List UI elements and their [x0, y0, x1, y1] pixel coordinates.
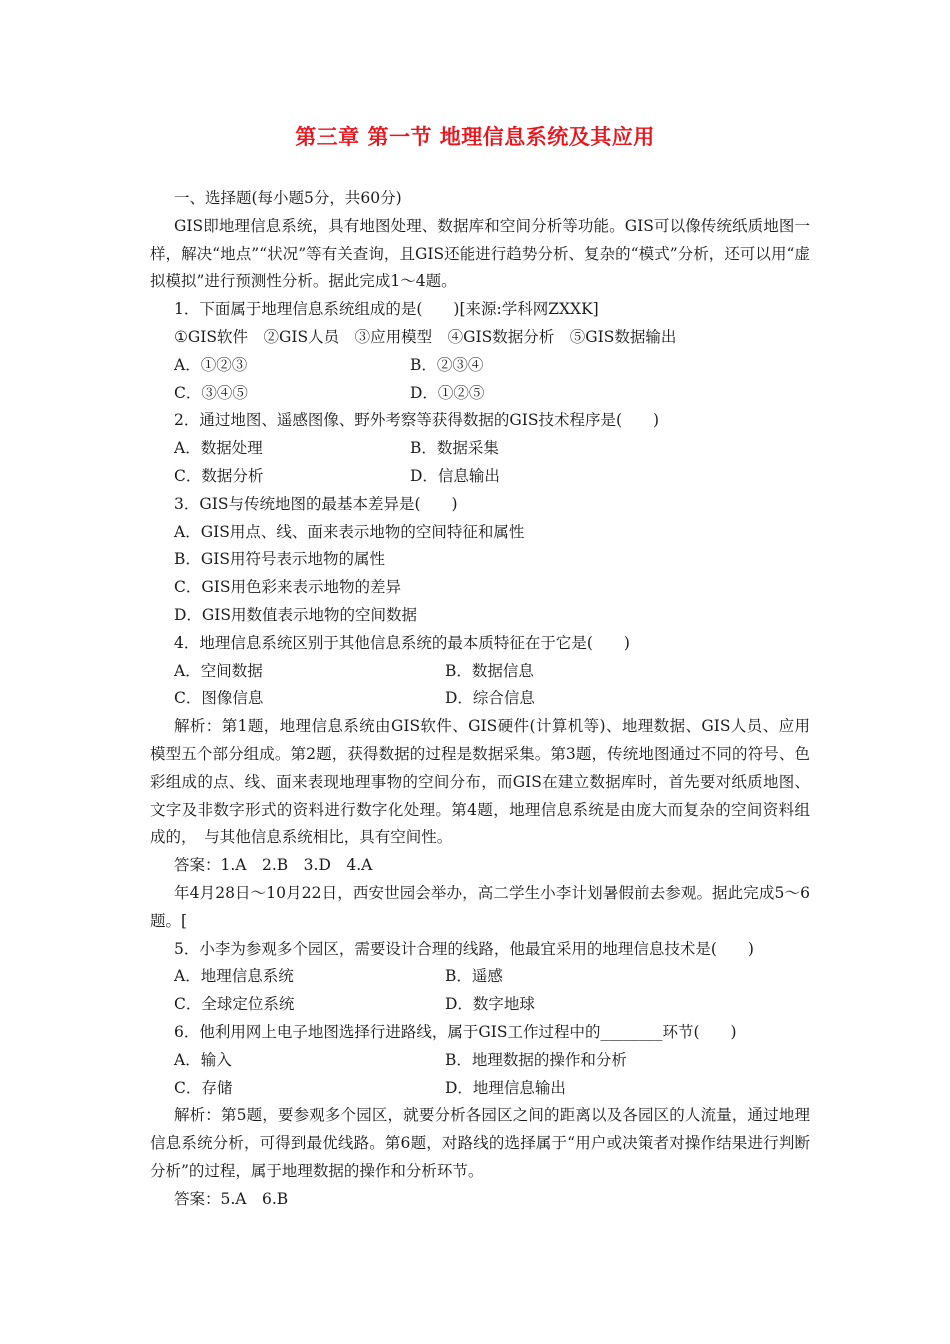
option: B．GIS用符号表示地物的属性: [174, 550, 386, 569]
question-3: 3．GIS与传统地图的最基本差异是( ): [174, 494, 458, 513]
option: C．GIS用色彩来表示地物的差异: [174, 578, 401, 597]
question-5-options-row-2: [150, 991, 810, 1019]
section-heading: 一、选择题(每小题5分，共60分): [174, 189, 402, 207]
option: C．全球定位系统: [174, 995, 295, 1014]
option: C．③④⑤: [174, 383, 248, 402]
question-5-options-row-1: [150, 963, 810, 991]
question-6: 6．他利用网上电子地图选择行进路线，属于GIS工作过程中的________环节( ): [174, 1022, 737, 1041]
option: D．①②⑤: [410, 383, 485, 402]
analysis-paragraph-2: 解析：第5题，要参观多个园区，就要分析各园区之间的距离以及各园区的人流量，通过地理信息系统分析，可得到最优线路。第6题，对路线的选择属于“用户或决策者对操作结果进行判断分析”的过程，属于地理数据的操作和分析环节。: [150, 1106, 810, 1180]
option: B．数据信息: [445, 661, 534, 680]
question-2-options-row-1: [150, 435, 810, 463]
option: B．遥感: [445, 967, 503, 986]
option: A．空间数据: [174, 661, 263, 680]
option: A．地理信息系统: [174, 967, 294, 986]
answer-2: 答案：5.A 6.B: [174, 1189, 289, 1208]
option: A．输入: [174, 1050, 232, 1069]
question-4-options-row-2: [150, 685, 810, 713]
option: B．地理数据的操作和分析: [445, 1050, 627, 1069]
question-1-options-row-2: [150, 380, 810, 408]
intro-paragraph-1: GIS即地理信息系统，具有地图处理、数据库和空间分析等功能。GIS可以像传统纸质地图一样，解决“地点”“状况”等有关查询，且GIS还能进行趋势分析、复杂的“模式”分析，还可以用“虚拟模拟”进行预测性分析。据此完成1～4题。: [150, 216, 810, 291]
option: D．综合信息: [445, 689, 535, 708]
intro-paragraph-2: 年4月28日～10月22日，西安世园会举办，高二学生小李计划暑假前去参观。据此完成5～6题。[: [150, 883, 810, 930]
option: D．信息输出: [410, 466, 500, 485]
option: B．数据采集: [410, 439, 499, 458]
option: C．图像信息: [174, 689, 264, 708]
option: A．数据处理: [174, 439, 263, 458]
option: A．GIS用点、线、面来表示地物的空间特征和属性: [174, 522, 525, 541]
answer-1: 答案：1.A 2.B 3.D 4.A: [174, 856, 373, 875]
option: D．地理信息输出: [445, 1078, 566, 1097]
option: C．数据分析: [174, 466, 264, 485]
question-6-options-row-1: [150, 1047, 810, 1075]
option: C．存储: [174, 1078, 233, 1097]
analysis-paragraph-1: 解析：第1题，地理信息系统由GIS软件、GIS硬件(计算机等)、地理数据、GIS人员、应用模型五个部分组成。第2题，获得数据的过程是数据采集。第3题，传统地图通过不同的符号、色彩组成的点、线、面来表现地理事物的空间分布，而GIS在建立数据库时，首先要对纸质地图、文字及非数字形式的资料进行数字化处理。第4题，地理信息系统是由庞大而复杂的空间资料组成的， 与其他信息系统相比，具有空间性。: [150, 717, 810, 847]
document-body: [150, 185, 810, 1213]
question-1-options-row-1: [150, 352, 810, 380]
page-title: 第三章 第一节 地理信息系统及其应用: [295, 125, 655, 149]
question-4-options-row-1: [150, 658, 810, 686]
option: B．②③④: [410, 355, 484, 374]
option: A．①②③: [174, 355, 248, 374]
option: D．数字地球: [445, 995, 535, 1014]
option: D．GIS用数值表示地物的空间数据: [174, 605, 418, 624]
question-2-options-row-2: [150, 463, 810, 491]
question-1: 1．下面属于地理信息系统组成的是( )[来源:学科网ZXXK]: [174, 300, 599, 319]
question-6-options-row-2: [150, 1075, 810, 1103]
question-1-items: ①GIS软件 ②GIS人员 ③应用模型 ④GIS数据分析 ⑤GIS数据输出: [174, 327, 677, 346]
question-4: 4．地理信息系统区别于其他信息系统的最本质特征在于它是( ): [174, 633, 630, 652]
question-2: 2．通过地图、遥感图像、野外考察等获得数据的GIS技术程序是( ): [174, 411, 660, 430]
question-5: 5．小李为参观多个园区，需要设计合理的线路，他最宜采用的地理信息技术是( ): [174, 939, 754, 958]
